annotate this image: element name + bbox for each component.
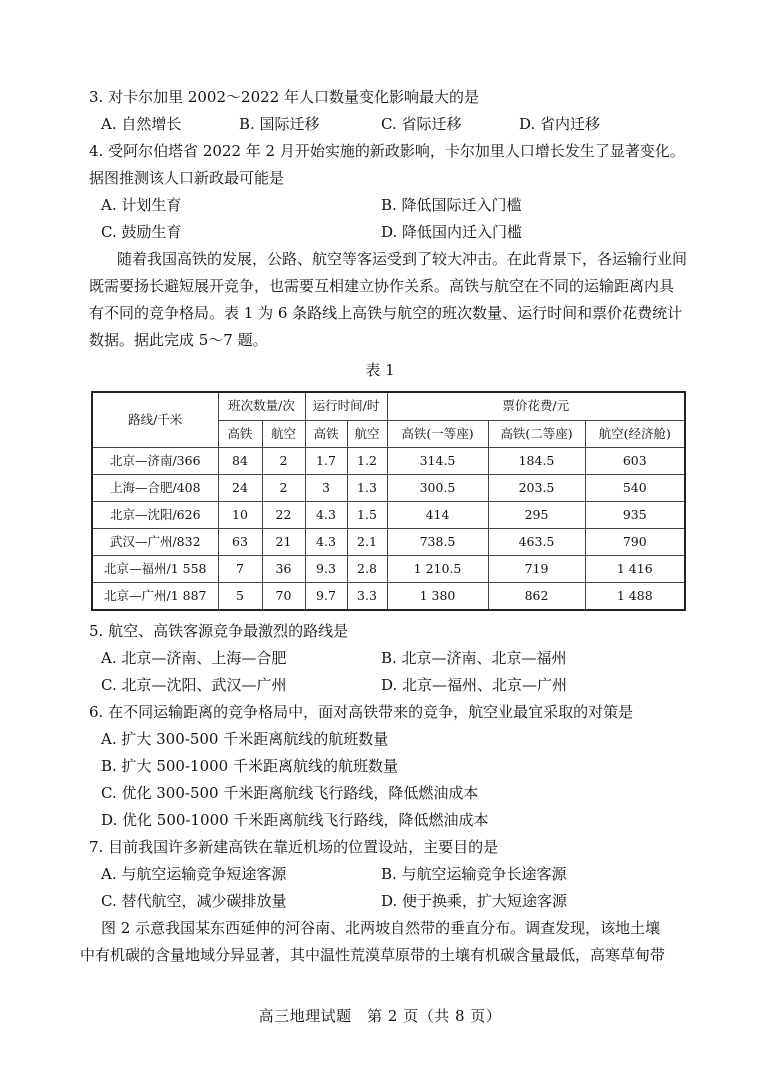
cell: 719: [488, 556, 585, 583]
q4-option-c: C. 鼓励生育: [101, 223, 182, 241]
table1-caption: 表 1: [365, 361, 395, 379]
cell: 1.7: [305, 448, 347, 475]
cell: 1.3: [347, 475, 387, 502]
cell: 22: [262, 502, 305, 529]
cell: 1 488: [585, 583, 685, 611]
cell: 4.3: [305, 529, 347, 556]
q4-stem-line1: 4. 受阿尔伯塔省 2022 年 2 月开始实施的新政影响，卡尔加里人口增长发生了显著变化。: [89, 142, 685, 160]
cell: 184.5: [488, 448, 585, 475]
cell-route: 北京—济南/366: [92, 448, 218, 475]
cell-route: 上海—合肥/408: [92, 475, 218, 502]
cell: 414: [387, 502, 488, 529]
q5-option-d: D. 北京—福州、北京—广州: [381, 676, 568, 694]
cell: 862: [488, 583, 585, 611]
table-row: [92, 583, 685, 611]
q6-option-b: B. 扩大 500-1000 千米距离航线的航班数量: [101, 757, 398, 775]
cell: 36: [262, 556, 305, 583]
sub-price-hsr-second: 高铁(二等座): [488, 420, 585, 448]
cell: 70: [262, 583, 305, 611]
passage1-line2: 既需要扬长避短展开竞争，也需要互相建立协作关系。高铁与航空在不同的运输距离内具: [89, 277, 675, 295]
cell: 10: [218, 502, 262, 529]
table-row: [92, 556, 685, 583]
cell: 738.5: [387, 529, 488, 556]
page-footer: 高三地理试题 第 2 页（共 8 页）: [258, 1007, 502, 1025]
cell: 5: [218, 583, 262, 611]
cell: 935: [585, 502, 685, 529]
sub-time-hsr: 高铁: [305, 420, 347, 448]
q4-option-d: D. 降低国内迁入门槛: [381, 223, 523, 241]
cell: 7: [218, 556, 262, 583]
cell: 21: [262, 529, 305, 556]
cell: 2: [262, 475, 305, 502]
cell-route: 北京—沈阳/626: [92, 502, 218, 529]
cell: 1 210.5: [387, 556, 488, 583]
q7-option-d: D. 便于换乘，扩大短途客源: [381, 892, 568, 910]
cell: 4.3: [305, 502, 347, 529]
q7-stem: 7. 目前我国许多新建高铁在靠近机场的位置设站，主要目的是: [89, 838, 499, 856]
cell-route: 武汉—广州/832: [92, 529, 218, 556]
table-row: [92, 448, 685, 475]
q7-option-c: C. 替代航空，减少碳排放量: [101, 892, 287, 910]
passage2-line2: 中有机碳的含量地域分异显著，其中温性荒漠草原带的土壤有机碳含量最低，高寒草甸带: [80, 946, 666, 964]
table-row: [92, 502, 685, 529]
cell: 300.5: [387, 475, 488, 502]
passage1-line4: 数据。据此完成 5～7 题。: [89, 331, 268, 349]
table-row: [92, 475, 685, 502]
passage1-line3: 有不同的竞争格局。表 1 为 6 条路线上高铁与航空的班次数量、运行时间和票价花费统计: [89, 304, 683, 322]
q3-stem: 3. 对卡尔加里 2002～2022 年人口数量变化影响最大的是: [89, 88, 479, 106]
passage2-line1: 图 2 示意我国某东西延伸的河谷南、北两坡自然带的垂直分布。调查发现，该地土壤: [101, 919, 661, 937]
header-time: 运行时间/时: [305, 392, 387, 420]
q4-option-a: A. 计划生育: [101, 196, 182, 214]
cell: 2: [262, 448, 305, 475]
cell: 63: [218, 529, 262, 556]
sub-time-air: 航空: [347, 420, 387, 448]
cell: 1.2: [347, 448, 387, 475]
cell: 790: [585, 529, 685, 556]
cell-route: 北京—广州/1 887: [92, 583, 218, 611]
q6-stem: 6. 在不同运输距离的竞争格局中，面对高铁带来的竞争，航空业最宜采取的对策是: [89, 703, 634, 721]
sub-count-air: 航空: [262, 420, 305, 448]
cell: 9.3: [305, 556, 347, 583]
cell: 463.5: [488, 529, 585, 556]
cell: 2.8: [347, 556, 387, 583]
cell: 9.7: [305, 583, 347, 611]
header-count: 班次数量/次: [218, 392, 305, 420]
cell: 540: [585, 475, 685, 502]
cell: 1 380: [387, 583, 488, 611]
q6-option-d: D. 优化 500-1000 千米距离航线飞行路线，降低燃油成本: [101, 811, 489, 829]
q6-option-a: A. 扩大 300-500 千米距离航线的航班数量: [101, 730, 389, 748]
q3-option-a: A. 自然增长: [101, 115, 182, 133]
q7-option-b: B. 与航空运输竞争长途客源: [381, 865, 567, 883]
table1: [91, 391, 686, 611]
cell: 603: [585, 448, 685, 475]
cell: 2.1: [347, 529, 387, 556]
cell: 314.5: [387, 448, 488, 475]
cell: 3.3: [347, 583, 387, 611]
cell: 3: [305, 475, 347, 502]
cell: 1.5: [347, 502, 387, 529]
sub-price-hsr-first: 高铁(一等座): [387, 420, 488, 448]
q5-stem: 5. 航空、高铁客源竞争最激烈的路线是: [89, 622, 349, 640]
header-route: 路线/千米: [92, 392, 218, 448]
q4-option-b: B. 降低国际迁入门槛: [381, 196, 522, 214]
q7-option-a: A. 与航空运输竞争短途客源: [101, 865, 287, 883]
q4-stem-line2: 据图推测该人口新政最可能是: [89, 169, 285, 187]
cell: 203.5: [488, 475, 585, 502]
q6-option-c: C. 优化 300-500 千米距离航线飞行路线，降低燃油成本: [101, 784, 479, 802]
sub-price-air-econ: 航空(经济舱): [585, 420, 685, 448]
cell: 84: [218, 448, 262, 475]
q3-option-c: C. 省际迁移: [381, 115, 462, 133]
cell-route: 北京—福州/1 558: [92, 556, 218, 583]
q5-option-b: B. 北京—济南、北京—福州: [381, 649, 567, 667]
cell: 24: [218, 475, 262, 502]
q3-option-d: D. 省内迁移: [519, 115, 601, 133]
table-row: [92, 529, 685, 556]
cell: 295: [488, 502, 585, 529]
header-price: 票价花费/元: [387, 392, 685, 420]
q5-option-a: A. 北京—济南、上海—合肥: [101, 649, 287, 667]
q3-option-b: B. 国际迁移: [239, 115, 320, 133]
sub-count-hsr: 高铁: [218, 420, 262, 448]
cell: 1 416: [585, 556, 685, 583]
passage1-line1: 随着我国高铁的发展，公路、航空等客运受到了较大冲击。在此背景下，各运输行业间: [117, 250, 688, 268]
q5-option-c: C. 北京—沈阳、武汉—广州: [101, 676, 287, 694]
